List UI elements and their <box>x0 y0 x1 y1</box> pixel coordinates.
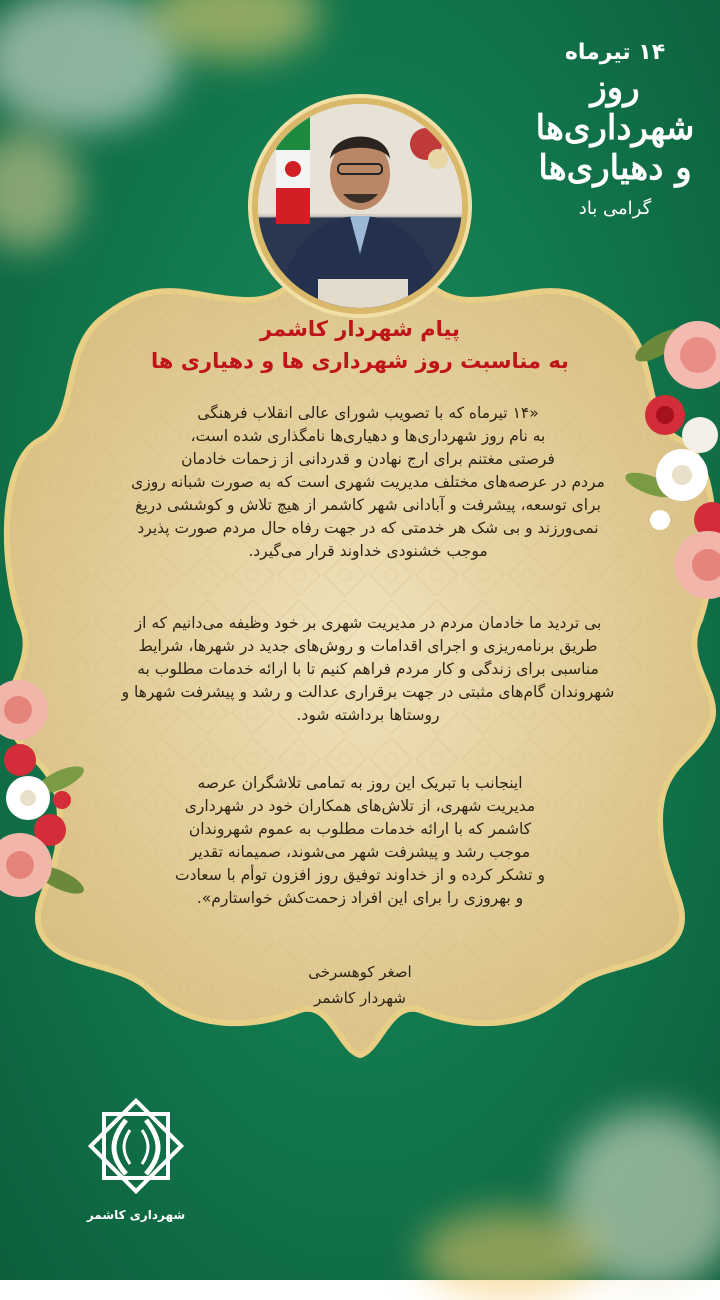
text-line: و تشکر کرده و از خداوند توفیق روز افزون توأم با سعادت <box>175 866 545 884</box>
kashmar-emblem-icon <box>80 1090 192 1202</box>
message-title: پیام شهردار کاشمر <box>260 317 460 341</box>
text-line: مدیریت شهری، از تلاش‌های همکاران خود در شهرداری <box>184 797 536 815</box>
paragraph-3 <box>140 772 580 910</box>
text-line: اینجانب با تبریک این روز به تمامی تلاشگران عرصه <box>197 774 523 792</box>
text-line: طریق برنامه‌ریزی و اجرای اقدامات و روش‌های جدید در شهرها، شرایط <box>138 637 598 655</box>
text-line: روستاها برداشته شود. <box>296 706 440 724</box>
text-line: و بهروزی را برای این افراد زحمت‌کش خواستارم». <box>196 889 524 907</box>
portrait-frame <box>252 98 468 314</box>
occasion-line-2: و دهیاری‌ها <box>538 148 692 188</box>
text-line: مردم در عرصه‌های مختلف مدیریت شهری است که به صورت شبانه روزی <box>131 473 605 491</box>
flower-decoration-right <box>620 285 720 615</box>
text-line: به نام روز شهرداری‌ها و دهیاری‌ها نامگذاری شده است، <box>190 427 546 445</box>
congrats-label: گرامی باد <box>578 198 652 219</box>
text-line: «۱۴ تیرماه که با تصویب شورای عالی انقلاب فرهنگی <box>197 404 539 422</box>
municipality-logo <box>80 1090 192 1230</box>
occasion-calligraphy <box>520 38 710 278</box>
message-subtitle: به مناسبت روز شهرداری ها و دهیاری ها <box>151 349 569 373</box>
paragraph-2 <box>88 612 648 727</box>
text-line: فرصتی مغتنم برای ارج نهادن و قدردانی از زحمات خادمان <box>181 450 555 468</box>
mayor-portrait <box>258 104 462 308</box>
signature-name: اصغر کوهسرخی <box>308 963 412 981</box>
occasion-line-1: روز شهرداری‌ها <box>535 68 695 148</box>
flower-decoration-left <box>0 680 90 960</box>
text-line: بی تردید ما خادمان مردم در مدیریت شهری بر خود وظیفه می‌دانیم که از <box>134 614 602 632</box>
logo-caption: شهرداری کاشمر <box>86 1208 186 1222</box>
signature-title: شهردار کاشمر <box>314 989 406 1007</box>
text-line: موجب خشنودی خداوند قرار می‌گیرد. <box>248 542 488 560</box>
text-line: شهروندان گام‌های مثبتی در جهت برقراری عدالت و رشد و پیشرفت شهرها و <box>121 683 615 701</box>
text-line: برای توسعه، پیشرفت و آبادانی شهر کاشمر از هیچ تلاش و کوششی دریغ <box>135 496 601 514</box>
text-line: مناسبی برای زندگی و کار مردم فراهم کنیم تا با ارائه خدمات مطلوب به <box>137 660 599 678</box>
text-line: نمی‌ورزند و بی شک هر خدمتی که در جهت رفاه حال مردم صورت پذیرد <box>137 519 599 537</box>
text-line: موجب رشد و پیشرفت شهر می‌شوند، صمیمانه تقدیر <box>189 843 531 861</box>
text-line: کاشمر که با ارائه خدمات مطلوب به عموم شهروندان <box>188 820 532 838</box>
date-label: ۱۴ تیرماه <box>564 40 666 65</box>
paragraph-1 <box>88 402 648 563</box>
